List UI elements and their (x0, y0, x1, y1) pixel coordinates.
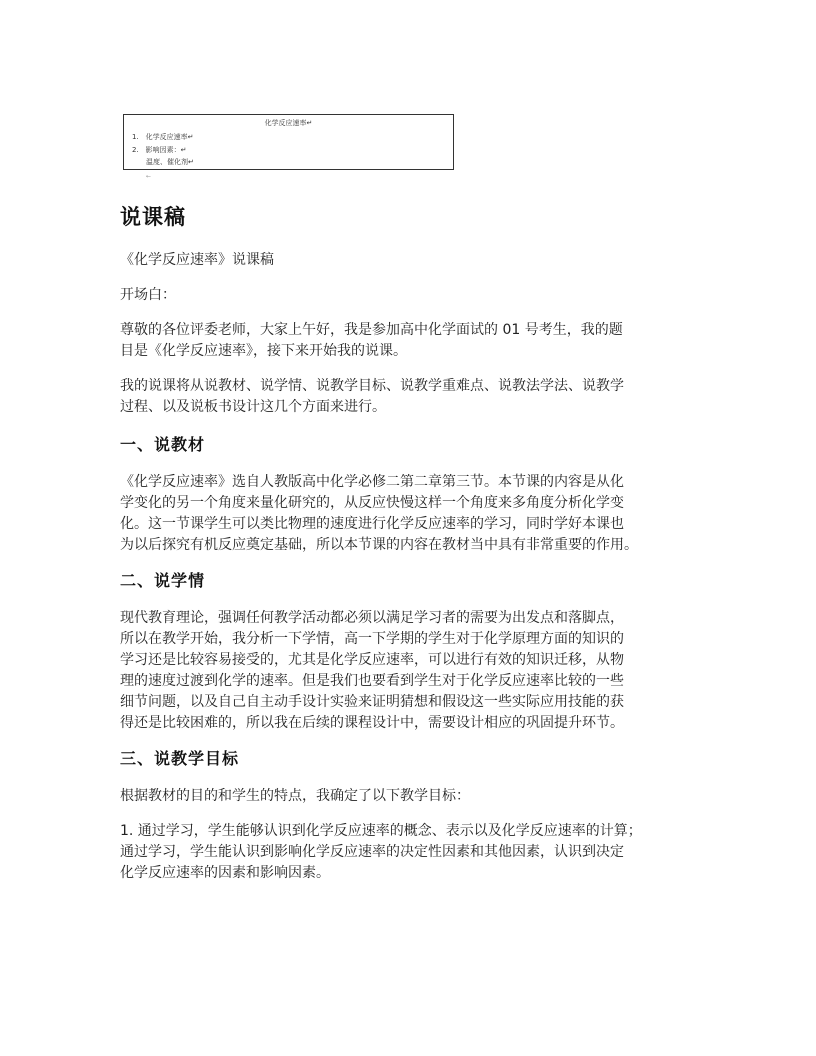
paragraph-line: 得还是比较困难的，所以我在后续的课程设计中，需要设计相应的巩固提升环节。 (120, 715, 624, 731)
paragraph-line: 理的速度过渡到化学的速率。但是我们也要看到学生对于化学反应速率比较的一些 (120, 673, 624, 689)
outline-line: 我的说课将从说教材、说学情、说教学目标、说教学重难点、说教法学法、说教学 (120, 378, 624, 394)
intro-line: 尊敬的各位评委老师，大家上午好，我是参加高中化学面试的 01 号考生，我的题 (120, 322, 623, 338)
document-title: 说课稿 (120, 205, 186, 229)
paragraph-line: 《化学反应速率》选自人教版高中化学必修二第二章第三节。本节课的内容是从化 (120, 474, 624, 490)
goal-item-1 (120, 821, 705, 884)
paragraph-line: 所以在教学开始，我分析一下学情，高一下学期的学生对于化学原理方面的知识的 (120, 631, 624, 647)
document-subtitle: 《化学反应速率》说课稿 (120, 252, 274, 268)
section-paragraph-textbook (120, 472, 705, 556)
section-heading-goals: 三、说教学目标 (120, 749, 240, 768)
section-heading-students: 二、说学情 (120, 571, 206, 590)
paragraph-line: 化。这一节课学生可以类比物理的速度进行化学反应速率的学习，同时学好本课也 (120, 516, 624, 532)
paragraph-line: 现代教育理论，强调任何教学活动都必须以满足学习者的需要为出发点和落脚点， (120, 610, 624, 626)
board-tick-mark: ← (146, 173, 152, 180)
intro-paragraph (120, 320, 705, 362)
goals-intro: 根据教材的目的和学生的特点，我确定了以下教学目标： (120, 788, 470, 804)
paragraph-line: 学习还是比较容易接受的，尤其是化学反应速率，可以进行有效的知识迁移，从物 (120, 652, 624, 668)
board-line-3: 温度、催化剂↵ (132, 158, 194, 166)
outline-line: 过程、以及说板书设计这几个方面来进行。 (120, 399, 386, 415)
goal-line: 通过学习，学生能认识到影响化学反应速率的决定性因素和其他因素，认识到决定 (120, 844, 624, 860)
paragraph-line: 细节问题，以及自己自主动手设计实验来证明猜想和假设这一些实际应用技能的获 (120, 694, 624, 710)
board-line-1: 1. 化学反应速率↵ (132, 133, 194, 141)
board-title: 化学反应速率↵ (264, 119, 313, 127)
intro-line: 目是《化学反应速率》，接下来开始我的说课。 (120, 343, 407, 359)
goal-line: 化学反应速率的因素和影响因素。 (120, 865, 330, 881)
paragraph-line: 为以后探究有机反应奠定基础，所以本节课的内容在教材当中具有非常重要的作用。 (120, 537, 638, 553)
board-design-image (123, 114, 454, 180)
document-body (120, 200, 705, 884)
opening-label: 开场白： (120, 287, 176, 303)
section-heading-textbook: 一、说教材 (120, 435, 206, 454)
paragraph-line: 学变化的另一个角度来量化研究的，从反应快慢这样一个角度来多角度分析化学变 (120, 495, 624, 511)
outline-paragraph (120, 376, 705, 418)
board-line-2: 2. 影响因素：↵ (132, 146, 187, 154)
section-paragraph-students (120, 608, 705, 734)
goal-line: 1. 通过学习，学生能够认识到化学反应速率的概念、表示以及化学反应速率的计算； (120, 823, 642, 839)
